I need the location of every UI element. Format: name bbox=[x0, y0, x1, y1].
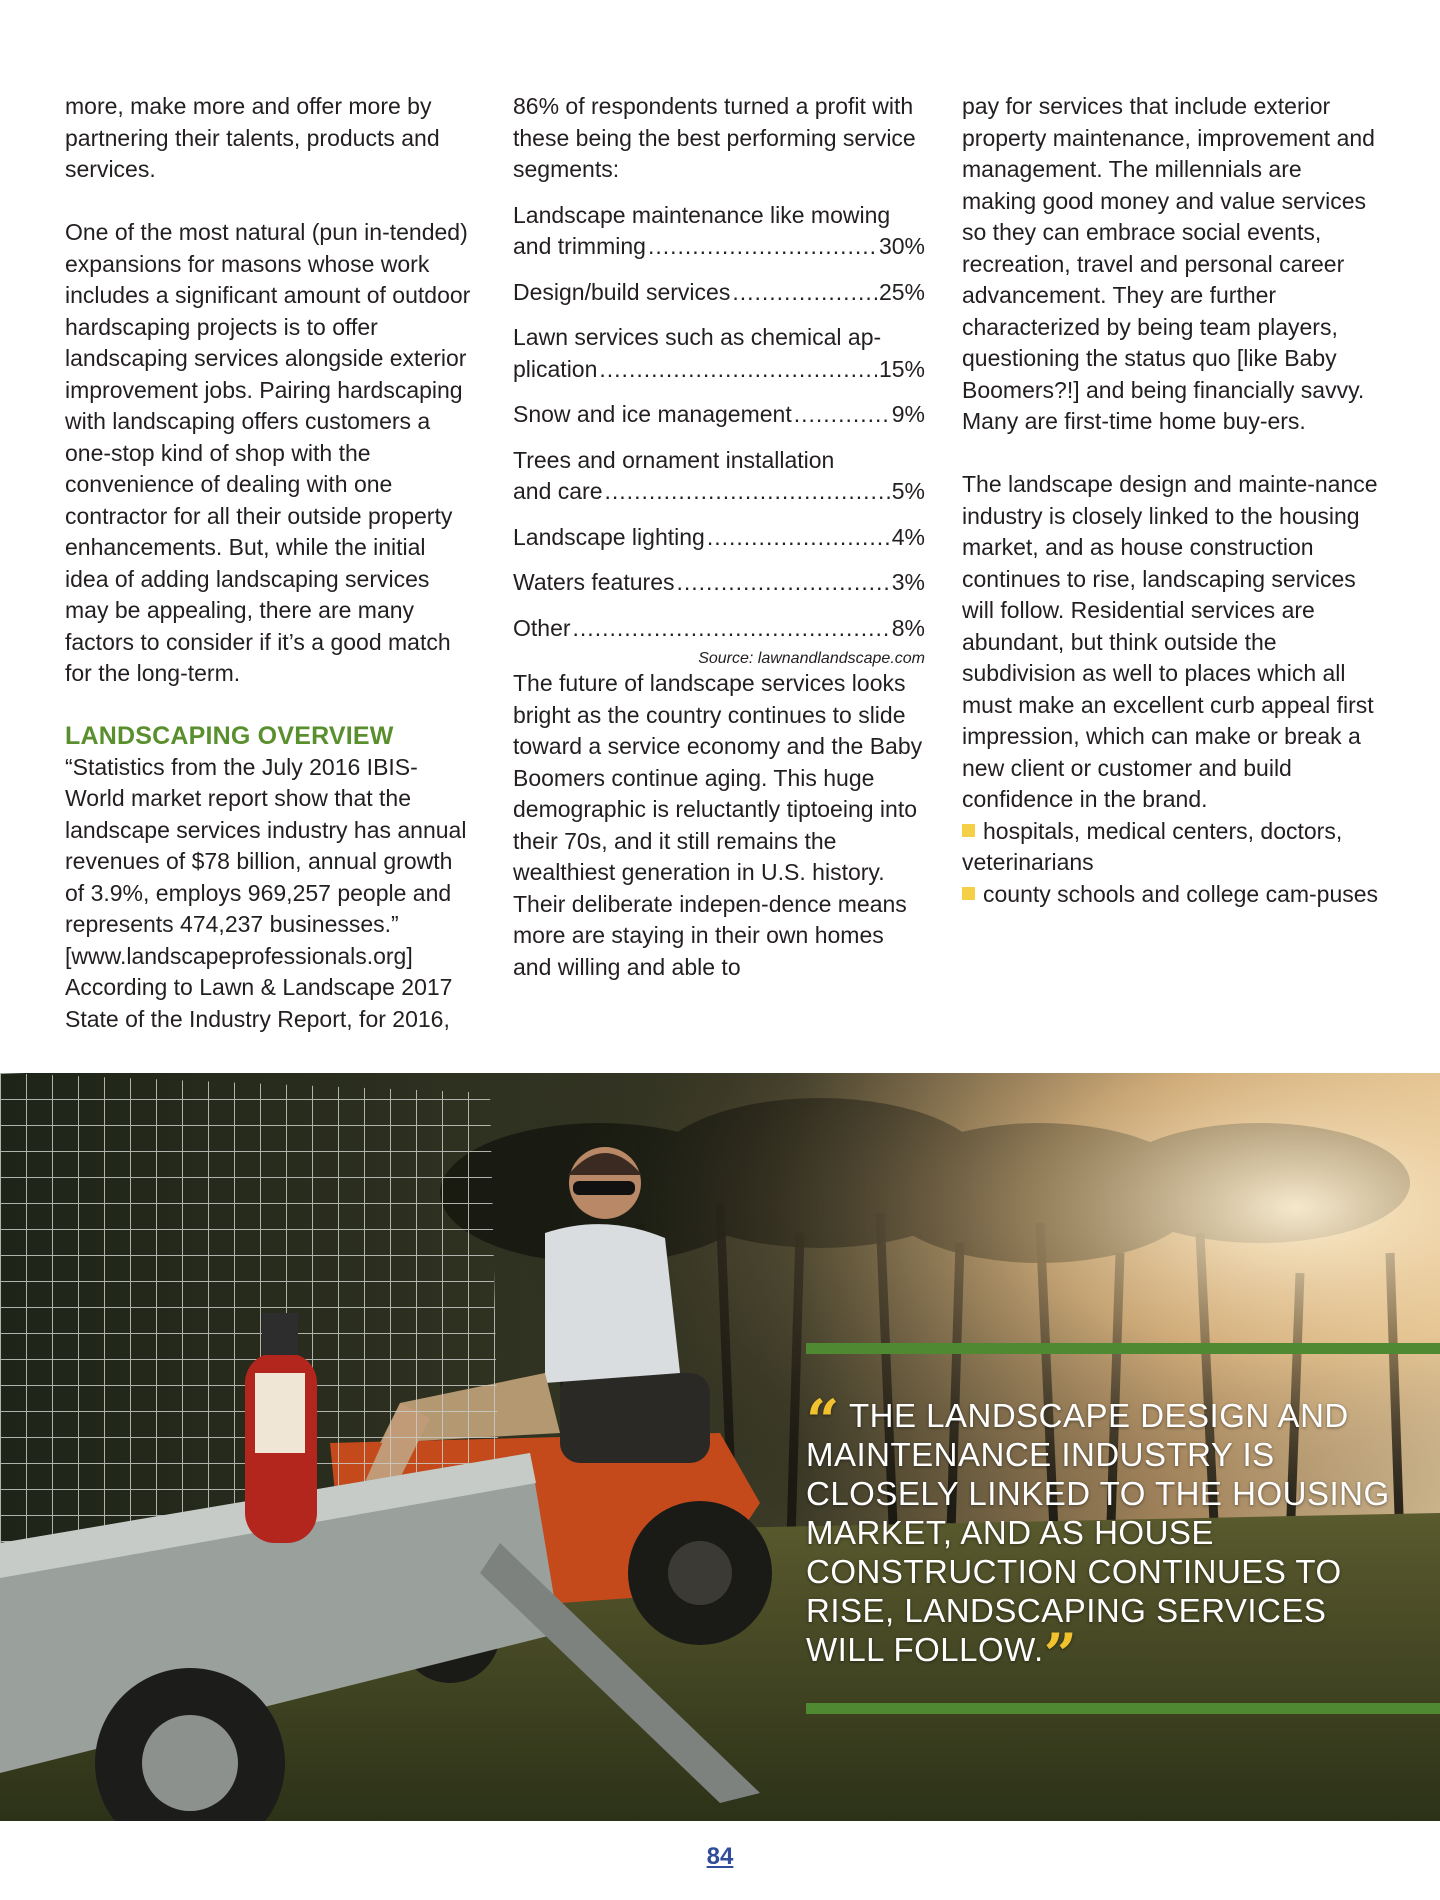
open-quote-icon: “ bbox=[806, 1387, 840, 1455]
bullet-text: county schools and college cam-puses bbox=[983, 880, 1379, 907]
bullet-square-icon bbox=[962, 887, 975, 900]
quote-bar-bottom bbox=[806, 1703, 1440, 1714]
dot-leader bbox=[599, 354, 877, 386]
segment-label: and care bbox=[513, 478, 603, 504]
body-paragraph: The future of landscape services looks bright as the country continues to slide toward a service economy and the Baby Boomers continue aging. This huge demographic is reluctantly tiptoeing into their 70s, and it still remains the wealthiest generation in U.S. history. Their deliberate indepen-dence means more are staying in their own homes and willing and able to bbox=[513, 670, 923, 980]
paragraph-gap bbox=[65, 186, 473, 218]
bullet-square-icon bbox=[962, 824, 975, 837]
dot-leader bbox=[648, 231, 877, 263]
segment-label: Design/build services bbox=[513, 278, 731, 305]
segment-percent: 25% bbox=[878, 278, 925, 305]
segment-label: and trimming bbox=[513, 233, 646, 259]
body-paragraph: 86% of respondents turned a profit with these being the best performing service segments: bbox=[513, 93, 916, 182]
article-column-3 bbox=[962, 91, 1382, 910]
segment-label-line: Landscape maintenance like mowing bbox=[513, 201, 891, 228]
service-segment-row bbox=[513, 322, 925, 385]
segment-label-line: Lawn services such as chemical ap- bbox=[513, 324, 882, 350]
segment-percent: 15% bbox=[878, 355, 925, 382]
page-number: 84 bbox=[706, 1843, 734, 1870]
service-segment-row bbox=[513, 522, 925, 554]
service-segment-row bbox=[513, 445, 925, 508]
dot-leader bbox=[732, 277, 877, 309]
segment-label: Waters features bbox=[513, 569, 675, 595]
body-paragraph: pay for services that include exterior property maintenance, improvement and management. The millennials are making good money and value services so they can embrace social events, recreation, travel and personal career advancement. They are further characterized by being team players, questioning the status quo [like Baby Boomers?!] and being financially savvy. Many are first-time home buy-ers. bbox=[962, 93, 1375, 434]
segment-percent: 5% bbox=[891, 478, 925, 504]
close-quote-icon: ” bbox=[1043, 1621, 1078, 1689]
dot-leader bbox=[676, 567, 889, 599]
segment-percent: 30% bbox=[878, 233, 925, 259]
service-segment-row bbox=[513, 613, 925, 645]
dot-leader bbox=[573, 613, 890, 645]
dot-leader bbox=[605, 476, 890, 508]
service-segment-row bbox=[513, 567, 925, 599]
dot-leader bbox=[707, 522, 890, 554]
body-paragraph: One of the most natural (pun in-tended) expansions for masons whose work includes a significant amount of outdoor hardscaping projects is to offer landscaping services alongside exterior improvement jobs. Pairing hardscaping with landscaping offers customers a one-stop kind of shop with the convenience of dealing with one contractor for all their outside property enhancements. But, while the initial idea of adding landscaping services may be appealing, there are many factors to consider if it’s a good match for the long-term. bbox=[65, 219, 471, 686]
segment-percent: 4% bbox=[891, 523, 925, 550]
service-segment-row bbox=[513, 277, 925, 309]
service-segment-list bbox=[513, 200, 925, 645]
segment-label: Other bbox=[513, 614, 571, 641]
quote-bar-top bbox=[806, 1343, 1440, 1354]
segment-percent: 8% bbox=[891, 614, 925, 641]
paragraph-gap bbox=[962, 438, 1382, 470]
section-heading: LANDSCAPING OVERVIEW bbox=[65, 721, 394, 750]
body-paragraph: more, make more and offer more by partnering their talents, products and services. bbox=[65, 93, 440, 182]
segment-percent: 9% bbox=[891, 401, 925, 427]
article-column-1 bbox=[65, 91, 473, 1035]
pull-quote-text: THE LANDSCAPE DESIGN AND MAINTENANCE INDUSTRY IS CLOSELY LINKED TO THE HOUSING MARKET, AND AS HOUSE CONSTRUCTION CONTINUES TO RISE, LANDSCAPING SERVICES WILL FOLLOW. bbox=[806, 1397, 1390, 1668]
segment-label: plication bbox=[513, 355, 598, 382]
body-paragraph: “Statistics from the July 2016 IBIS-World market report show that the landscape services industry has annual revenues of $78 billion, annual growth of 3.9%, employs 969,257 people and represents 474,237 businesses.” [www.landscapeprofessionals.org] According to Lawn & Landscape 2017 State of the Industry Report, for 2016, bbox=[65, 753, 467, 1032]
body-paragraph: The landscape design and mainte-nance industry is closely linked to the housing market, and as house construction continues to rise, landscaping services will follow. Residential services are abundant, but think outside the subdivision as well to places which all must make an excellent curb appeal first impression, which can make or break a new client or customer and build confidence in the brand. bbox=[962, 471, 1378, 812]
segment-label: Snow and ice management bbox=[513, 401, 792, 427]
bullet-text: hospitals, medical centers, doctors, veterinarians bbox=[962, 817, 1343, 875]
pull-quote bbox=[806, 1387, 1406, 1689]
bullet-item bbox=[962, 816, 1382, 879]
dot-leader bbox=[794, 399, 890, 431]
service-segment-row bbox=[513, 200, 925, 263]
segment-label: Landscape lighting bbox=[513, 523, 705, 550]
article-column-2 bbox=[513, 91, 925, 983]
source-credit: Source: lawnandlandscape.com bbox=[698, 650, 925, 667]
service-segment-row bbox=[513, 399, 925, 431]
segment-label-line: Trees and ornament installation bbox=[513, 446, 835, 473]
segment-percent: 3% bbox=[891, 569, 925, 595]
bullet-item bbox=[962, 879, 1382, 911]
